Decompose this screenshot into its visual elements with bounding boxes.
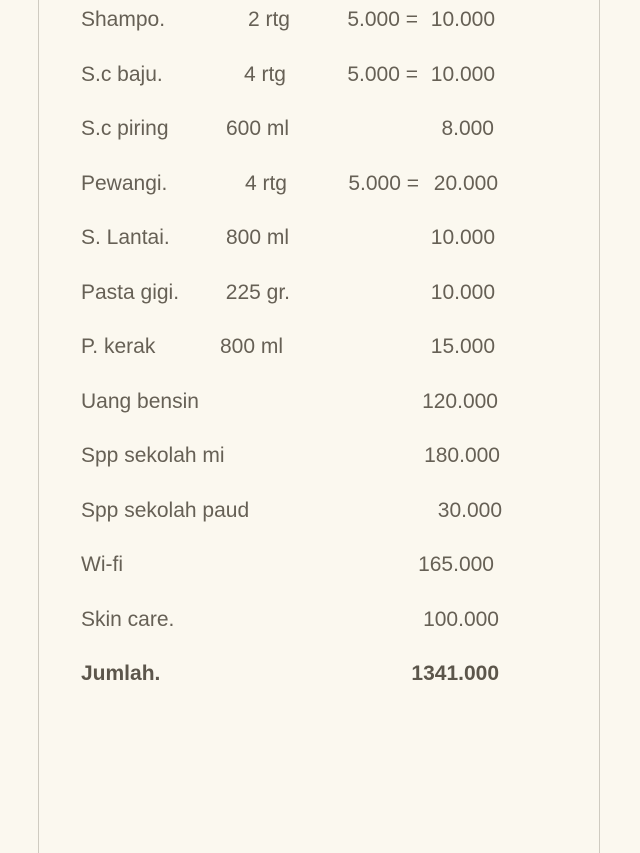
list-item [39, 218, 599, 258]
item-qty: 225 gr. [225, 281, 290, 304]
list-item [39, 327, 599, 367]
item-name: Pasta gigi. [81, 281, 180, 304]
item-qty: 800 ml [225, 226, 289, 249]
summary-row [39, 654, 599, 694]
item-name: Spp sekolah paud [81, 499, 250, 522]
item-name: Shampo. [81, 8, 166, 31]
item-total: 15.000 [430, 335, 495, 358]
item-name: S. Lantai. [81, 226, 170, 249]
list-item [39, 273, 599, 313]
item-name: P. kerak [81, 335, 156, 358]
item-name: S.c piring [81, 117, 169, 140]
item-name: Uang bensin [81, 390, 199, 413]
list-item [39, 55, 599, 95]
item-qty: 4 rtg [243, 63, 286, 86]
summary-label: Jumlah. [81, 662, 161, 685]
expense-sheet [38, 0, 600, 853]
item-qty: 2 rtg [247, 8, 290, 31]
item-total: 10.000 [430, 226, 495, 249]
item-qty: 800 ml [219, 335, 283, 358]
list-item [39, 600, 599, 640]
item-qty: 4 rtg [244, 172, 287, 195]
list-item [39, 545, 599, 585]
list-item [39, 491, 599, 531]
list-item [39, 164, 599, 204]
list-item [39, 0, 599, 40]
item-name: Skin care. [81, 608, 175, 631]
item-total: 120.000 [422, 390, 498, 413]
item-total: 100.000 [423, 608, 499, 631]
item-total: 165.000 [418, 553, 494, 576]
summary-total: 1341.000 [411, 662, 499, 685]
list-item [39, 436, 599, 476]
item-total: 10.000 [430, 281, 495, 304]
item-total: 8.000 [441, 117, 494, 140]
item-total: 180.000 [424, 444, 500, 467]
item-unit-price: 5.000 = [347, 8, 418, 31]
item-name: Wi-fi [81, 553, 123, 576]
item-total: 30.000 [437, 499, 502, 522]
item-total: 20.000 [433, 172, 498, 195]
item-total: 10.000 [430, 63, 495, 86]
item-name: Pewangi. [81, 172, 168, 195]
item-qty: 600 ml [225, 117, 289, 140]
item-unit-price: 5.000 = [347, 63, 418, 86]
item-name: S.c baju. [81, 63, 163, 86]
item-unit-price: 5.000 = [348, 172, 419, 195]
list-item [39, 382, 599, 422]
item-total: 10.000 [430, 8, 495, 31]
list-item [39, 109, 599, 149]
item-name: Spp sekolah mi [81, 444, 225, 467]
